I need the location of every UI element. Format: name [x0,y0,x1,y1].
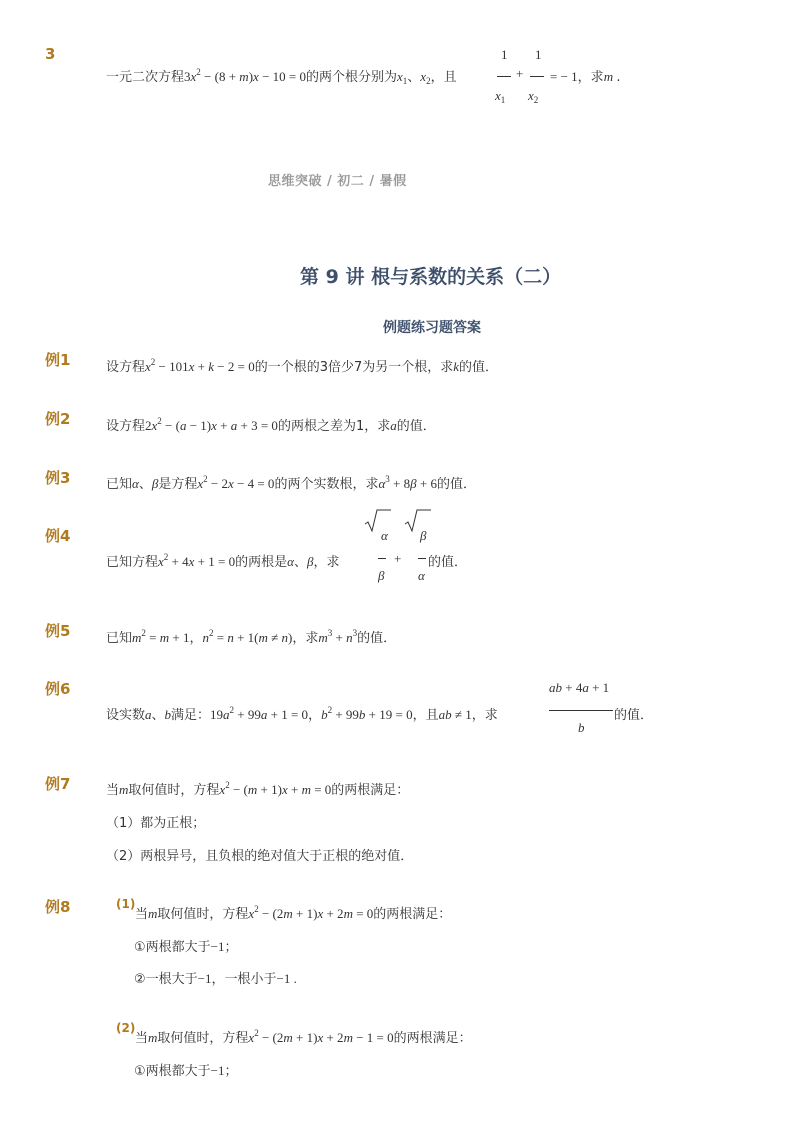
list-item: ②一根大于−1，一根小于−1 . [134,971,297,987]
sub-question-label: (2) [116,1021,136,1035]
example-label: 例1 [45,351,71,369]
problem-number: 3 [45,45,56,63]
square-root-symbols [364,509,444,533]
fraction-denominator: $x_1$ [495,88,506,105]
example-1-text: 设方程$x^2 - 101x + k - 2 = 0$的一个根的3倍少7为另一个根，求k的值． [106,357,499,375]
example-4-text: 已知方程$x^2 + 4x + 1 = 0$的两根是α、β，求 [106,552,340,570]
fraction-denominator: b [578,720,585,735]
list-item: （1）都为正根； [106,816,206,831]
example-7-text: 当m取何值时，方程$x^2 - (m + 1)x + m = 0$的两根满足： [106,780,410,798]
example-2-text: 设方程$2x^2 - (a - 1)x + a + 3 = 0$的两根之差为1，求a的值． [106,416,436,434]
list-item: （2）两根异号，且负根的绝对值大于正根的绝对值． [106,849,414,864]
example-label: 例5 [45,622,71,640]
page-title: 第 9 讲 根与系数的关系（二） [300,266,562,288]
example-label: 例2 [45,410,71,428]
list-item: ①两根都大于−1； [134,1063,238,1079]
example-6-text: 设实数a、b满足：$19a^2 + 99a + 1 = 0$，$b^2 + 99b + 19 = 0$，且ab ≠ 1，求 [106,705,498,723]
breadcrumb: 思维突破 / 初二 / 暑假 [268,174,407,189]
example-8-part-1-text: 当m取何值时，方程$x^2 - (2m + 1)x + 2m = 0$的两根满足： [135,904,452,922]
example-3-text: 已知α、β是方程$x^2 - 2x - 4 = 0$的两个实数根，求$\alpha^3 + 8\beta + 6$的值． [106,474,476,492]
list-item: ①两根都大于−1； [134,939,238,955]
example-5-text: 已知$m^2 = m + 1$，$n^2 = n + 1(m \ne n)$，求$m^3 + n^3$的值． [106,628,397,646]
section-subtitle: 例题练习题答案 [383,320,481,336]
problem-3-text: 一元二次方程$3x^2 - (8 + m)x - 10 = 0$的两个根分别为$x_1$、$x_2$，且 [106,67,457,86]
example-label: 例6 [45,680,71,698]
example-label: 例4 [45,527,71,545]
example-label: 例3 [45,469,71,487]
sub-question-label: (1) [116,897,136,911]
problem-3-prefix: 一元二次方程 [106,70,185,85]
fraction-numerator: 1 [501,47,508,62]
fraction-numerator: ab + 4a + 1 [549,680,610,695]
example-label: 例7 [45,775,71,793]
example-label: 例8 [45,898,71,916]
fraction-numerator: 1 [535,47,542,62]
fraction-denominator: $x_2$ [528,88,539,105]
example-8-part-2-text: 当m取何值时，方程$x^2 - (2m + 1)x + 2m - 1 = 0$的两根满足： [135,1028,472,1046]
